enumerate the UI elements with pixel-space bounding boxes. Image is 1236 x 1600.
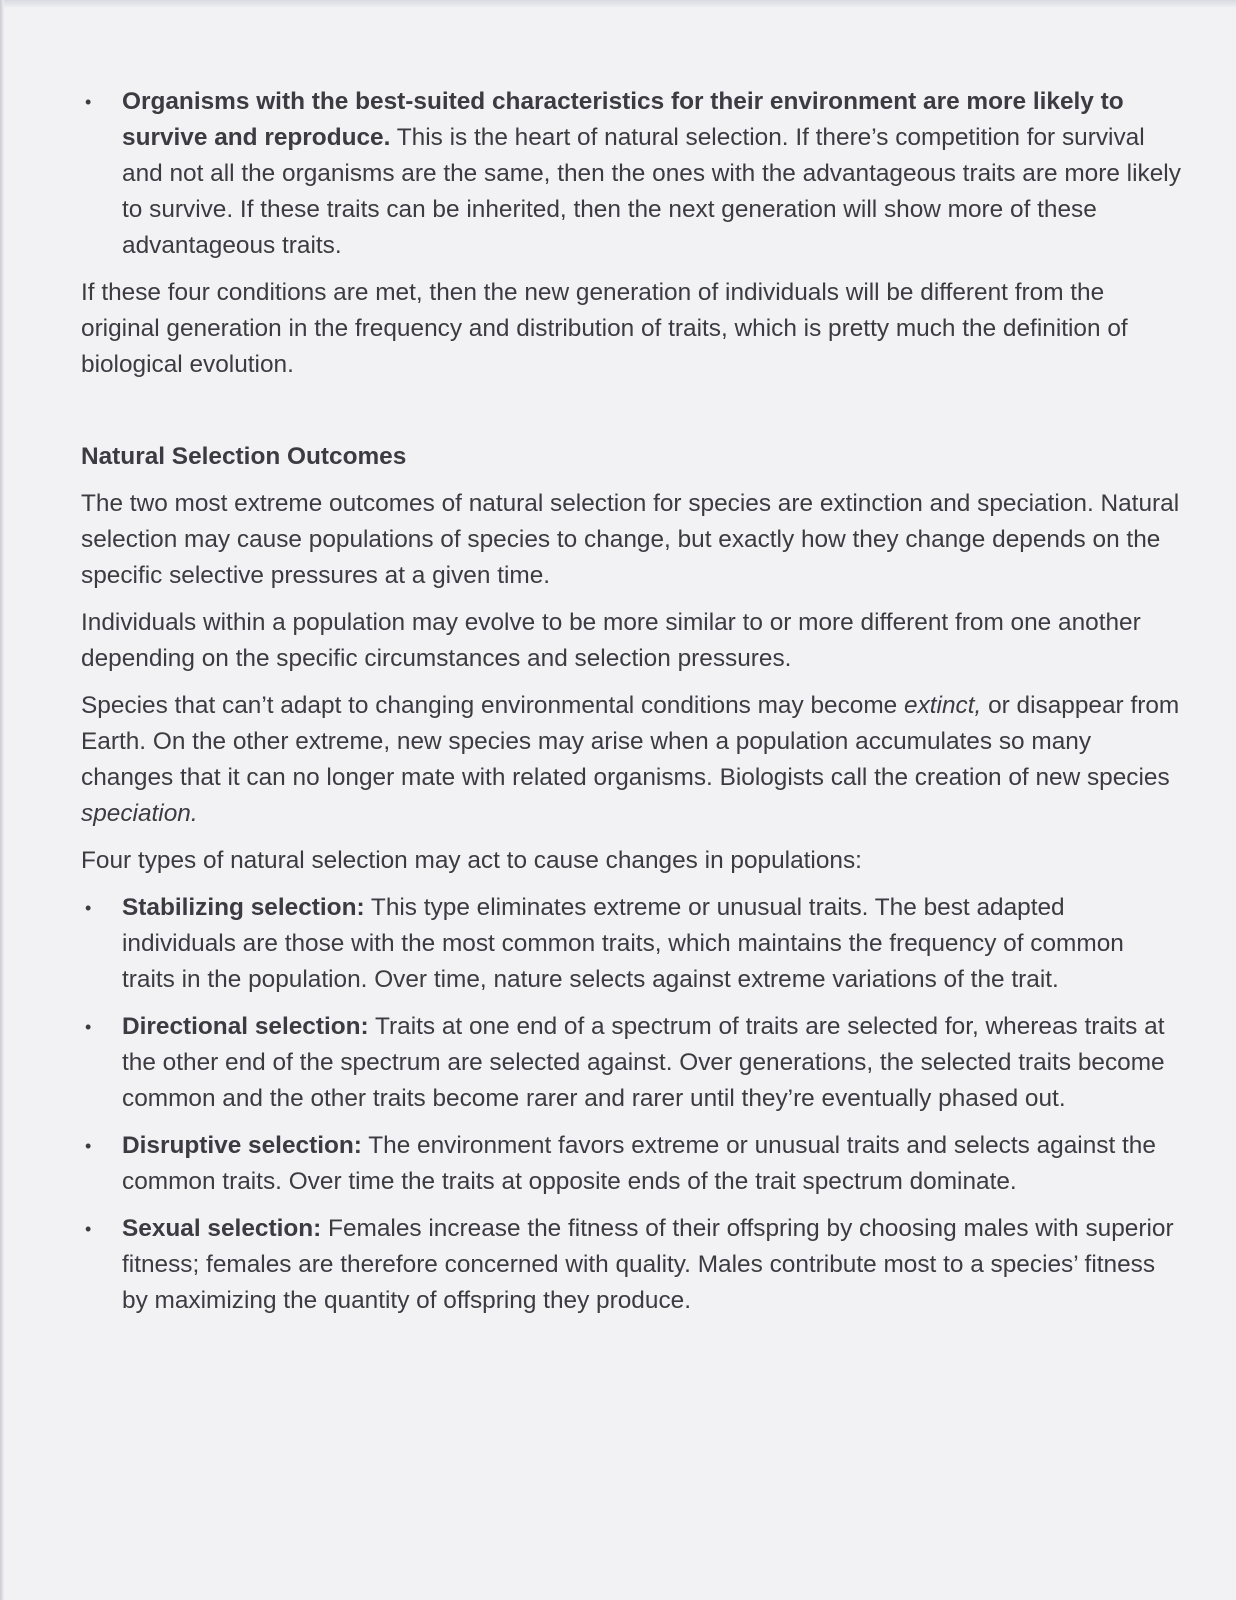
list-item: [81, 890, 1181, 998]
text-run: or disappear from Earth. On the other extreme, new species may arise when a population accumulates so many changes that it can no longer mate with related organisms. Biologists call the creation of new species: [81, 692, 1180, 791]
bullet-text: The environment favors extreme or unusual traits and selects against the common traits. Over time the traits at opposite ends of the trait spectrum dominate.: [122, 1132, 1156, 1195]
bullet-text: This type eliminates extreme or unusual traits. The best adapted individuals are those with the most common traits, which maintains the frequency of common traits in the population. Over time, nature selects against extreme variations of the trait.: [122, 894, 1124, 993]
bullet-lead: Organisms with the best-suited characteristics for their environment are more likely to survive and reproduce.: [122, 88, 1124, 151]
paragraph-extinction: [81, 688, 1181, 832]
text-run: Species that can’t adapt to changing environmental conditions may become: [81, 692, 905, 719]
paragraph-conditions: If these four conditions are met, then the new generation of individuals will be different from the original generation in the frequency and distribution of traits, which is pretty much the definition of biological evolution.: [81, 279, 1128, 378]
paragraph-outcomes: The two most extreme outcomes of natural selection for species are extinction and speciation. Natural selection may cause populations of species to change, but exactly how they change depends on the specific selective pressures at a given time.: [81, 490, 1180, 589]
page-top-edge: [0, 0, 1236, 7]
list-item: [81, 84, 1181, 264]
bullet-lead: Stabilizing selection:: [122, 894, 365, 921]
bullet-text: This is the heart of natural selection. If there’s competition for survival and not all the organisms are the same, then the ones with the advantageous traits are more likely to survive. If these traits can be inherited, then the next generation will show more of these advantageous traits.: [122, 124, 1181, 259]
bullet-lead: Directional selection:: [122, 1013, 369, 1040]
bullet-icon: •: [85, 1017, 92, 1037]
page-left-edge: [0, 0, 4, 1600]
term-speciation: speciation.: [81, 800, 198, 827]
list-item: [81, 1009, 1181, 1117]
paragraph-individuals: Individuals within a population may evolve to be more similar to or more different from one another depending on the specific circumstances and selection pressures.: [81, 609, 1141, 672]
bullet-text: Females increase the fitness of their offspring by choosing males with superior fitness; females are therefore concerned with quality. Males contribute most to a species’ fitness by maximizing the quantity of offspring they produce.: [122, 1215, 1174, 1314]
term-extinct: extinct,: [904, 692, 982, 719]
bullet-icon: •: [85, 92, 92, 112]
list-item: [81, 1128, 1181, 1200]
selection-types-list: [81, 890, 1181, 1319]
bullet-icon: •: [85, 1219, 92, 1239]
bullet-icon: •: [85, 1136, 92, 1156]
bullet-icon: •: [85, 898, 92, 918]
intro-bullet-list: [81, 84, 1181, 264]
page-content: [81, 84, 1181, 1330]
bullet-lead: Sexual selection:: [122, 1215, 322, 1242]
bullet-lead: Disruptive selection:: [122, 1132, 362, 1159]
section-heading: Natural Selection Outcomes: [81, 443, 407, 470]
list-item: [81, 1211, 1181, 1319]
paragraph-four-types: Four types of natural selection may act to cause changes in populations:: [81, 847, 862, 874]
bullet-text: Traits at one end of a spectrum of traits are selected for, whereas traits at the other end of the spectrum are selected against. Over generations, the selected traits become common and the other traits become rarer and rarer until they’re eventually phased out.: [122, 1013, 1165, 1112]
